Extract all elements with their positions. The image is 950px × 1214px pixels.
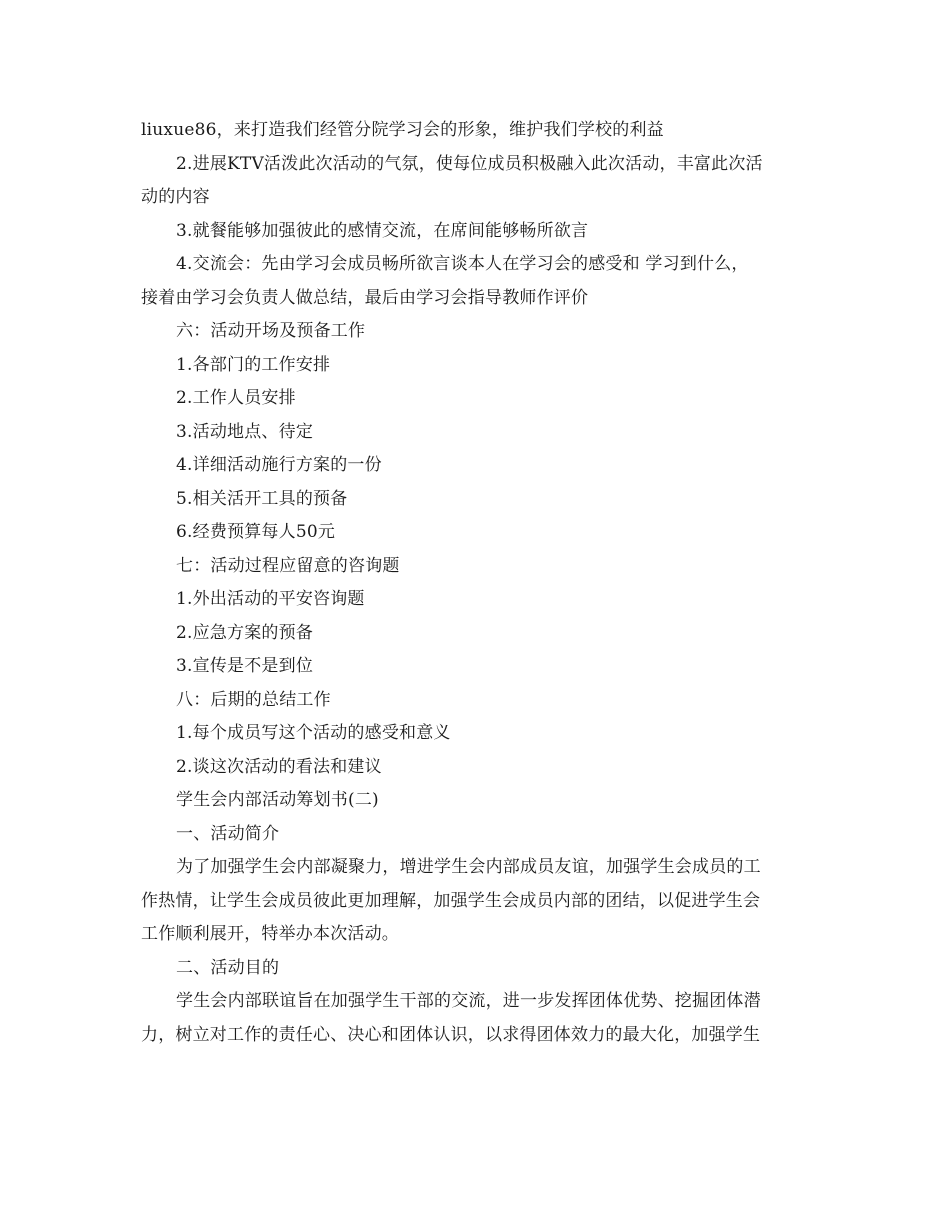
text-line: 八：后期的总结工作 — [176, 689, 331, 710]
text-line: 2.谈这次活动的看法和建议 — [176, 756, 382, 777]
text-line: 工作顺利展开，特举办本次活动。 — [141, 924, 399, 944]
text-line: 4.详细活动施行方案的一份 — [176, 455, 382, 475]
text-line: 学生会内部联谊旨在加强学生干部的交流，进一步发挥团体优势、挖掘团体潜 — [176, 991, 761, 1011]
text-line: 六：活动开场及预备工作 — [176, 321, 366, 341]
text-line: 1.每个成员写这个活动的感受和意义 — [176, 723, 451, 743]
text-line: 3.活动地点、待定 — [176, 421, 314, 442]
text-line: 作热情，让学生会成员彼此更加理解，加强学生会成员内部的团结，以促进学生会 — [141, 890, 761, 911]
document-body — [141, 114, 811, 1052]
text-line: 接着由学习会负责人做总结，最后由学习会指导教师作评价 — [141, 287, 589, 308]
text-line: 学生会内部活动筹划书(二) — [176, 790, 379, 810]
text-line: 6.经费预算每人50元 — [176, 522, 336, 542]
text-line: 2.工作人员安排 — [176, 388, 296, 408]
text-line: 2.进展KTV活泼此次活动的气氛，使每位成员积极融入此次活动，丰富此次活 — [176, 153, 763, 174]
text-line: 为了加强学生会内部凝聚力，增进学生会内部成员友谊，加强学生会成员的工 — [176, 857, 761, 877]
text-line: 3.就餐能够加强彼此的感情交流，在席间能够畅所欲言 — [176, 220, 589, 241]
text-line: 2.应急方案的预备 — [176, 622, 314, 643]
text-line: 二、活动目的 — [176, 957, 280, 978]
text-line: 动的内容 — [141, 187, 210, 207]
text-line: 力，树立对工作的责任心、决心和团体认识，以求得团体效力的最大化，加强学生 — [141, 1024, 761, 1045]
text-line: 1.各部门的工作安排 — [176, 354, 331, 375]
text-line: 3.宣传是不是到位 — [176, 656, 314, 676]
text-line: 5.相关活开工具的预备 — [176, 488, 348, 509]
text-line: liuxue86，来打造我们经管分院学习会的形象，维护我们学校的利益 — [141, 120, 664, 140]
text-line: 1.外出活动的平安咨询题 — [176, 589, 365, 609]
text-line: 一、活动简介 — [176, 823, 280, 844]
text-line: 七：活动过程应留意的咨询题 — [176, 555, 400, 576]
text-line: 4.交流会：先由学习会成员畅所欲言谈本人在学习会的感受和 学习到什么， — [176, 254, 749, 274]
